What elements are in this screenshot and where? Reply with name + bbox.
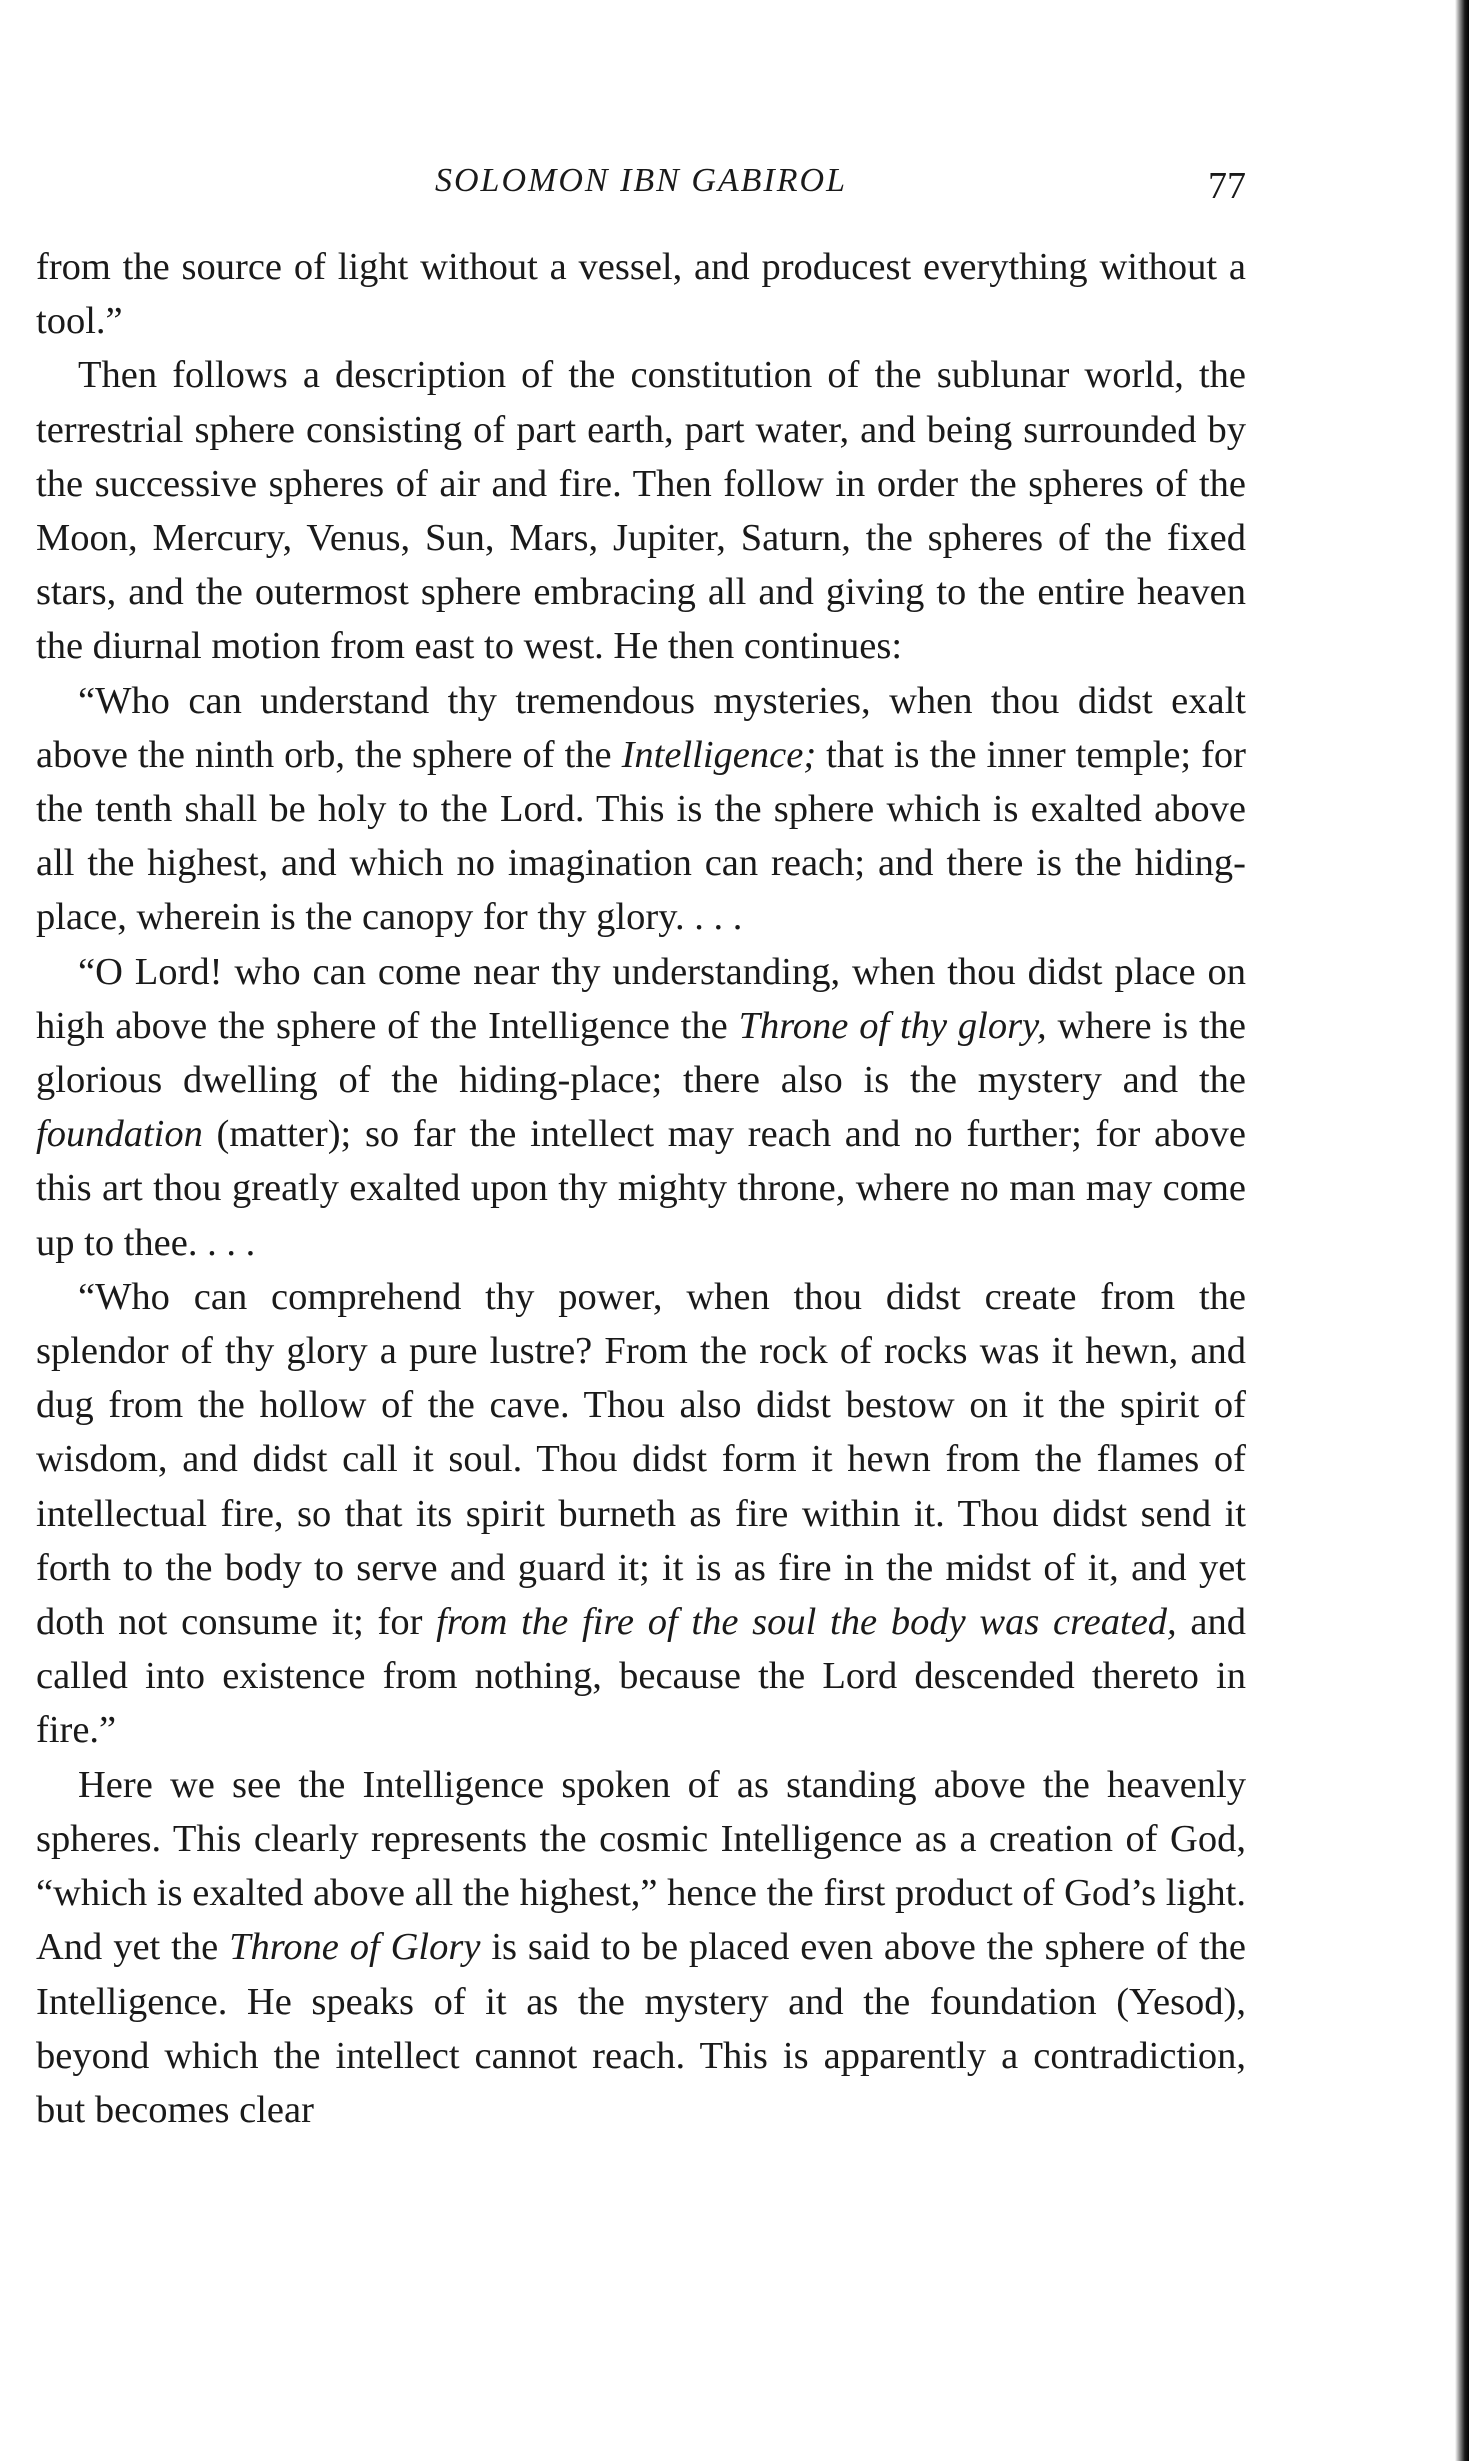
italic-foundation: foundation	[36, 1113, 203, 1156]
paragraph-5: “Who can comprehend thy power, when thou didst create from the splendor of thy glory a pure lustre? From the rock of rocks was it hewn, and dug from the hollow of the cave. Thou also didst bestow on it the spirit of wisdom, and didst call it soul. Thou didst form it hewn from the flames of intellectual fire, so that its spirit burneth as fire within it. Thou didst send it forth to the body to serve and guard it; it is as fire in the midst of it, and yet doth not consume it; for from the fire of the soul the body was created, and called into existence from nothing, because the Lord descended thereto in fire.”	[36, 1275, 1246, 1752]
italic-throne-of-glory: Throne of Glory	[229, 1926, 481, 1969]
italic-fire-of-the-soul: from the fire of the soul the body was created,	[436, 1601, 1177, 1644]
body-text	[36, 240, 1246, 2137]
paragraph-3: “Who can understand thy tremendous mysteries, when thou didst exalt above the ninth orb, the sphere of the Intelligence; that is the inner temple; for the tenth shall be holy to the Lord. This is the sphere which is exalted above all the highest, and which no imagination can reach; and there is the hiding-place, wherein is the canopy for thy glory. . . .	[36, 679, 1246, 939]
italic-intelligence: Intelligence;	[621, 733, 817, 776]
paragraph-2: Then follows a description of the constitution of the sublunar world, the terrestrial sphere consisting of part earth, part water, and being surrounded by the successive spheres of air and fire. Then follow in order the spheres of the Moon, Mercury, Venus, Sun, Mars, Jupiter, Saturn, the spheres of the fixed stars, and the outermost sphere embracing all and giving to the entire heaven the diurnal motion from east to west. He then continues:	[36, 354, 1246, 668]
paragraph-6: Here we see the Intelligence spoken of as standing above the heavenly spheres. This clearly represents the cosmic Intelligence as a creation of God, “which is exalted above all the highest,” hence the first product of God’s light. And yet the Throne of Glory is said to be placed even above the sphere of the Intelligence. He speaks of it as the mystery and the foundation (Yesod), beyond which the intellect cannot reach. This is apparently a contradiction, but becomes clear	[36, 1763, 1247, 2131]
italic-throne-of-thy-glory: Throne of thy glory,	[738, 1004, 1047, 1047]
book-spine-edge	[1455, 0, 1469, 2461]
page-header	[36, 150, 1246, 220]
running-head: SOLOMON IBN GABIROL	[435, 162, 847, 199]
page-number: 77	[1208, 165, 1246, 207]
paragraph-4: “O Lord! who can come near thy understanding, when thou didst place on high above the sphere of the Intelligence the Throne of thy glory, where is the glorious dwelling of the hiding-place; there also is the mystery and the foundation (matter); so far the intellect may reach and no further; for above this art thou greatly exalted upon thy mighty throne, where no man may come up to thee. . . .	[36, 950, 1246, 1264]
paragraph-1: from the source of light without a vessel, and producest everything without a tool.”	[36, 246, 1246, 343]
